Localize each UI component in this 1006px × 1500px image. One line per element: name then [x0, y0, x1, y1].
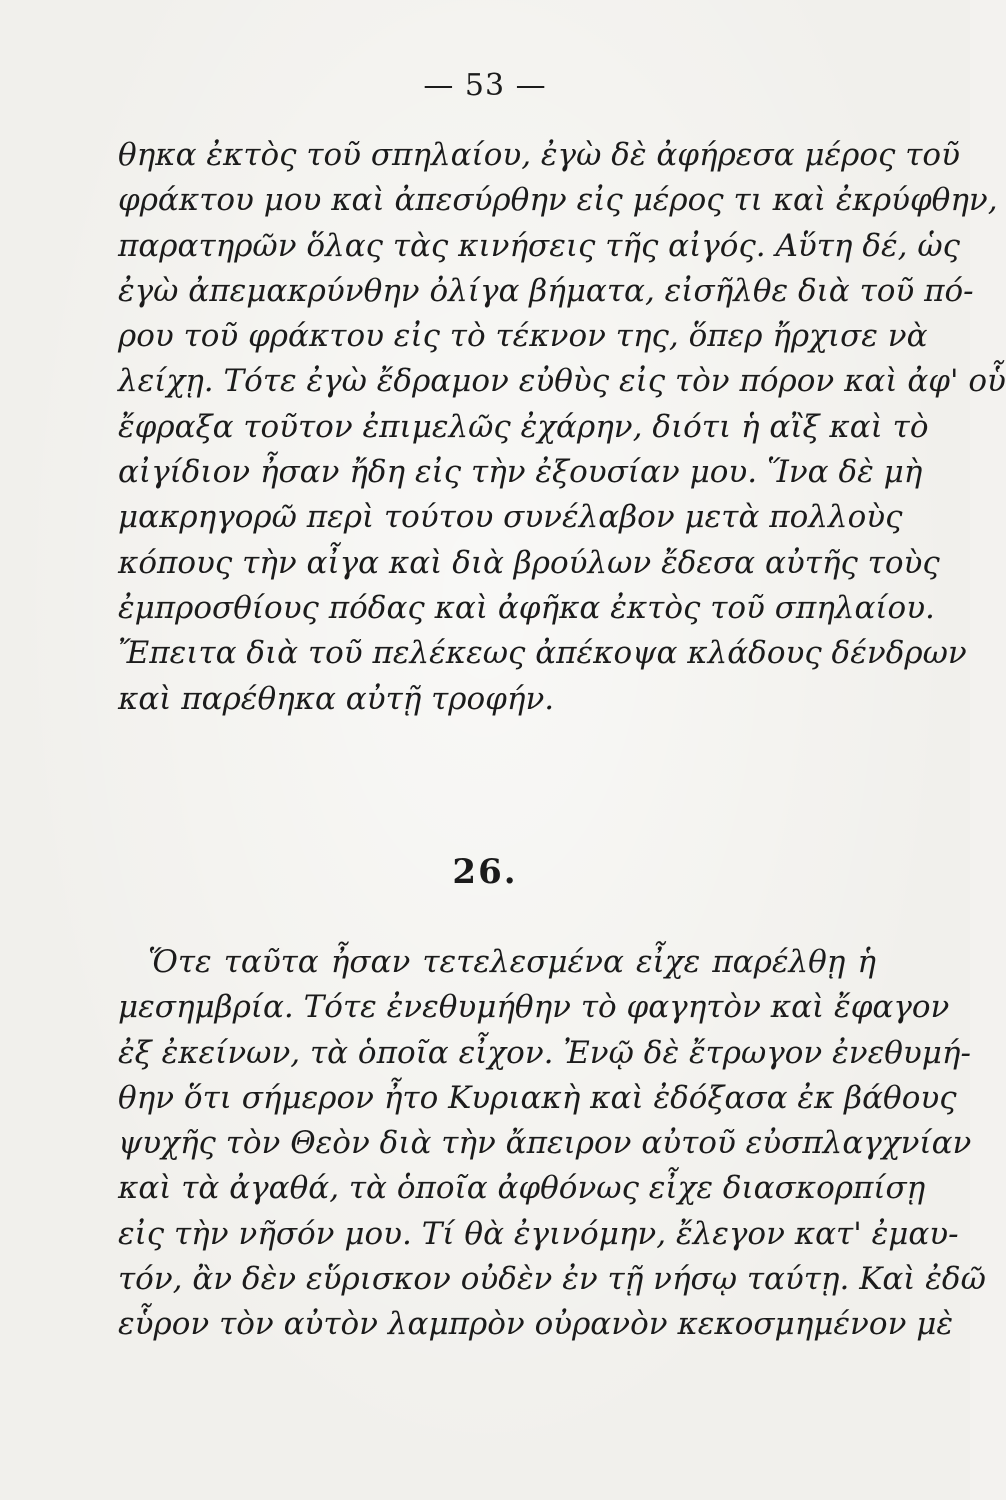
- text-line: λείχῃ. Τότε ἐγὼ ἔδραμον εὐθὺς εἰς τὸν πόρον καὶ ἀφ' οὗ: [118, 363, 1006, 400]
- text-line: ἐμπροσθίους πόδας καὶ ἀφῆκα ἐκτὸς τοῦ σπηλαίου.: [118, 589, 935, 626]
- text-line: καὶ τὰ ἀγαθά, τὰ ὁποῖα ἀφθόνως εἶχε διασκορπίσῃ: [118, 1170, 926, 1207]
- text-line: καὶ παρέθηκα αὐτῇ τροφήν.: [118, 680, 555, 717]
- text-line: ἐγὼ ἀπεμακρύνθην ὀλίγα βήματα, εἰσῆλθε διὰ τοῦ πό-: [118, 272, 974, 309]
- text-line: κόπους τὴν αἶγα καὶ διὰ βρούλων ἔδεσα αὐτῆς τοὺς: [118, 544, 940, 581]
- text-line: εἰς τὴν νῆσόν μου. Τί θὰ ἐγινόμην, ἔλεγον κατ' ἐμαυ-: [118, 1215, 959, 1252]
- section-heading: 26.: [452, 852, 518, 892]
- text-line: τόν, ἂν δὲν εὕρισκον οὐδὲν ἐν τῇ νήσῳ ταύτῃ. Καὶ ἐδῶ: [118, 1261, 986, 1298]
- text-line: Ὅτε ταῦτα ἦσαν τετελεσμένα εἶχε παρέλθῃ ἡ: [148, 944, 876, 980]
- paragraph-section-26: [118, 940, 986, 1348]
- text-line: ἐξ ἐκείνων, τὰ ὁποῖα εἶχον. Ἐνῷ δὲ ἔτρωγον ἐνεθυμή-: [118, 1034, 971, 1071]
- text-line: μεσημβρία. Τότε ἐνεθυμήθην τὸ φαγητὸν καὶ ἔφαγον: [118, 989, 950, 1026]
- text-line: παρατηρῶν ὅλας τὰς κινήσεις τῆς αἰγός. Αὕτη δέ, ὡς: [118, 227, 960, 264]
- text-line: αἰγίδιον ἦσαν ἤδη εἰς τὴν ἐξουσίαν μου. Ἵνα δὲ μὴ: [118, 454, 923, 491]
- text-line: ἔφραξα τοῦτον ἐπιμελῶς ἐχάρην, διότι ἡ αἲξ καὶ τὸ: [118, 408, 929, 445]
- page-number: — 53 —: [423, 68, 547, 103]
- text-line: ψυχῆς τὸν Θεὸν διὰ τὴν ἄπειρον αὐτοῦ εὐσπλαγχνίαν: [118, 1125, 972, 1162]
- text-line: φράκτου μου καὶ ἀπεσύρθην εἰς μέρος τι καὶ ἐκρύφθην,: [118, 182, 998, 219]
- text-line: μακρηγορῶ περὶ τούτου συνέλαβον μετὰ πολλοὺς: [118, 499, 903, 536]
- text-line: ρου τοῦ φράκτου εἰς τὸ τέκνον της, ὅπερ ἤρχισε νὰ: [118, 318, 928, 355]
- paragraph-continued: [118, 133, 1006, 722]
- text-line: εὗρον τὸν αὐτὸν λαμπρὸν οὐρανὸν κεκοσμημένον μὲ: [118, 1306, 954, 1343]
- text-line: θηκα ἐκτὸς τοῦ σπηλαίου, ἐγὼ δὲ ἀφήρεσα μέρος τοῦ: [118, 137, 960, 173]
- text-line: Ἔπειτα διὰ τοῦ πελέκεως ἀπέκοψα κλάδους δένδρων: [118, 635, 967, 672]
- text-line: θην ὅτι σήμερον ἦτο Κυριακὴ καὶ ἐδόξασα ἐκ βάθους: [118, 1079, 957, 1116]
